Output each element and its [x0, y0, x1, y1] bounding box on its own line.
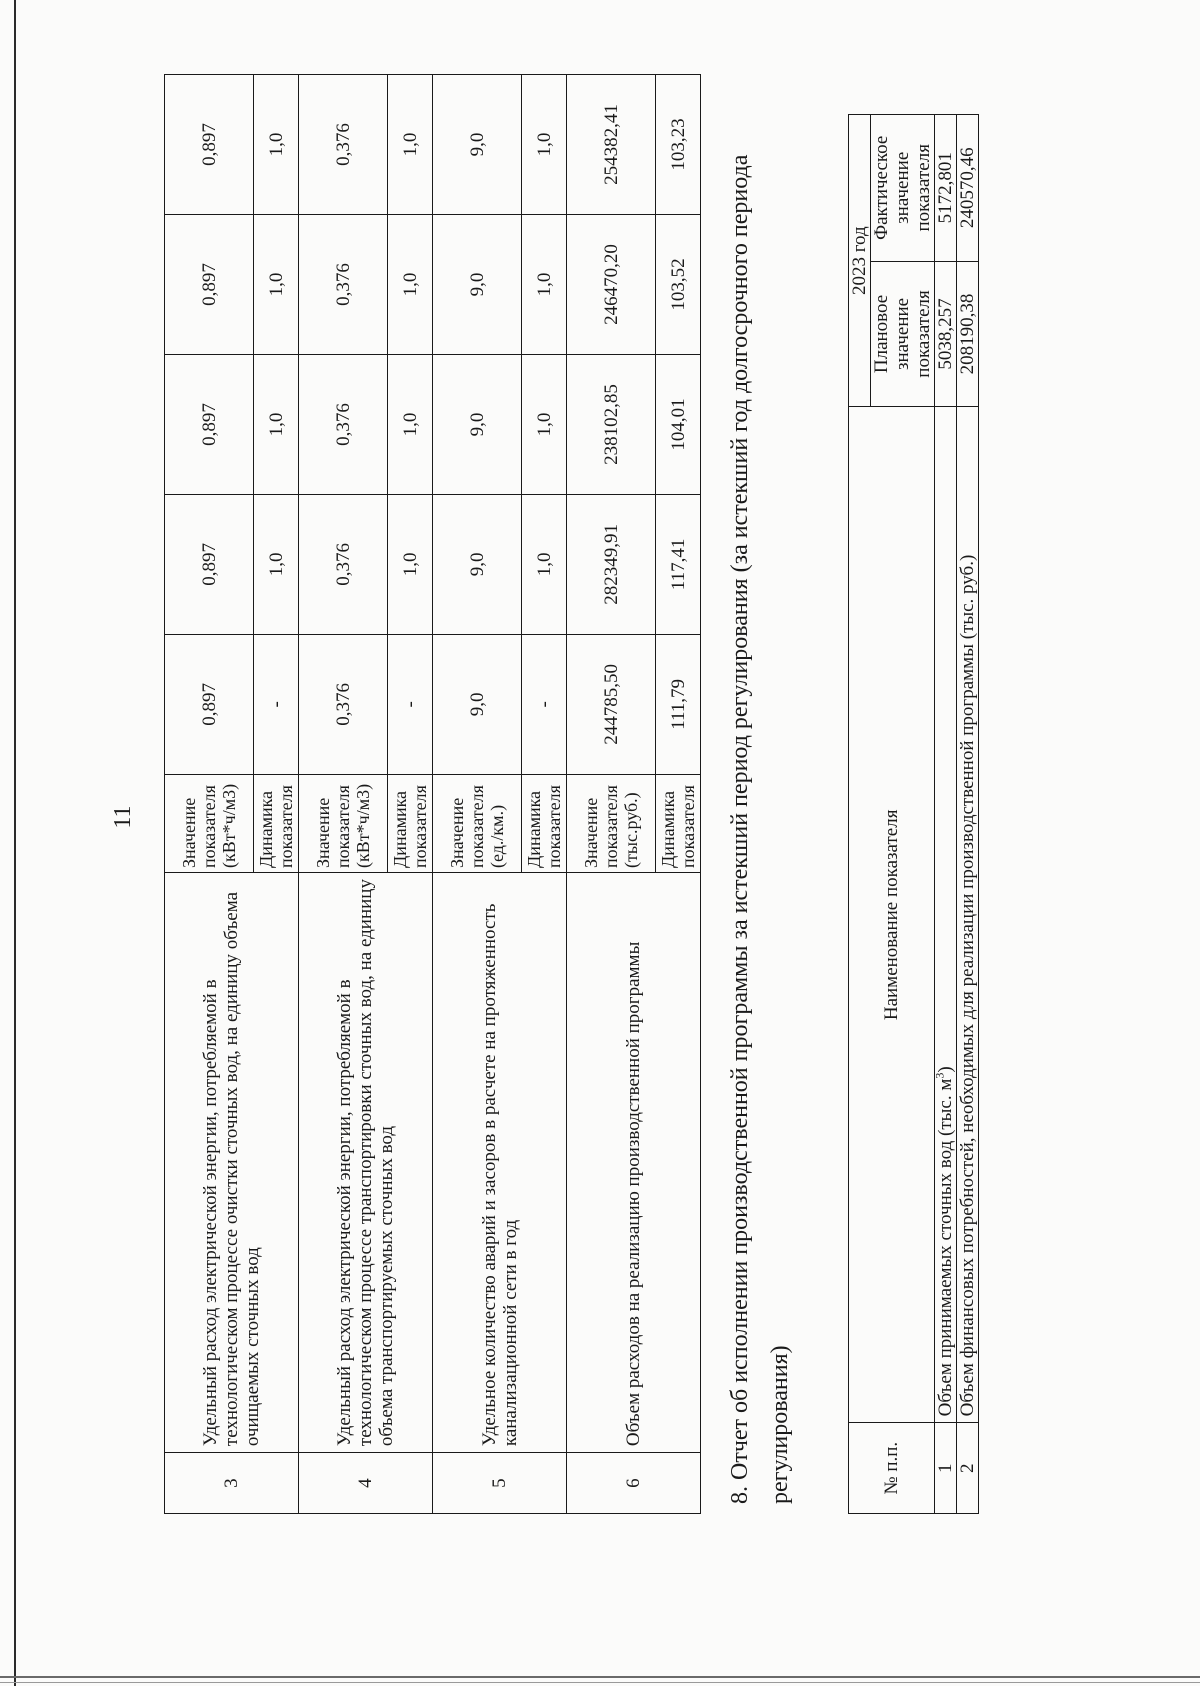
row-dynamics-value: 1,0 [522, 354, 567, 494]
row-num: 6 [567, 1453, 701, 1514]
row-value: 246470,20 [567, 215, 656, 355]
row-value: 9,0 [433, 75, 522, 215]
row-dynamics-value: 111,79 [656, 634, 701, 774]
row-dynamics-value: 1,0 [388, 215, 433, 355]
row-num: 1 [935, 1423, 957, 1514]
row-name-tail: ) [935, 1066, 956, 1073]
row-value: 0,897 [165, 494, 254, 634]
row-name: Удельный расход электрической энергии, потребляемой в технологическом процессе транспортировки сточных вод, на единицу объема транспортируемых сточных вод [299, 872, 433, 1452]
row-dynamics-value: - [388, 634, 433, 774]
row-dynamics-value: 1,0 [254, 494, 299, 634]
table-row [299, 75, 388, 1514]
page-number: 11 [110, 805, 136, 829]
row-value: 238102,85 [567, 354, 656, 494]
row-dynamics-value: 1,0 [254, 354, 299, 494]
row-dynamics-value: - [522, 634, 567, 774]
row-num: 4 [299, 1453, 433, 1514]
table-row [935, 115, 957, 1514]
row-dynamics-value: 103,23 [656, 75, 701, 215]
row-name: Объем финансовых потребностей, необходимых для реализации производственной программы (тыс. руб.) [957, 407, 979, 1423]
row-name: Объем расходов на реализацию производственной программы [567, 872, 701, 1452]
row-value: 0,376 [299, 75, 388, 215]
row-dynamics-value: 1,0 [254, 75, 299, 215]
row-dynamics-label: Динамика показателя [254, 774, 299, 872]
report-table [848, 114, 979, 1514]
row-value-label: Значение показателя (кВт*ч/м3) [165, 774, 254, 872]
column-header-fact: Фактическое значение показателя [871, 115, 935, 262]
column-header-name: Наименование показателя [849, 407, 935, 1423]
table-header-row [849, 115, 871, 1514]
row-value: 0,897 [165, 354, 254, 494]
row-dynamics-value: - [254, 634, 299, 774]
row-dynamics-value: 1,0 [388, 75, 433, 215]
row-dynamics-value: 1,0 [388, 354, 433, 494]
row-value: 0,376 [299, 634, 388, 774]
row-fact-value: 5172,801 [935, 115, 957, 262]
row-dynamics-value: 1,0 [522, 215, 567, 355]
table-row [165, 75, 254, 1514]
row-dynamics-value: 1,0 [522, 494, 567, 634]
row-value: 244785,50 [567, 634, 656, 774]
row-name: Удельный расход электрической энергии, потребляемой в технологическом процессе очистки сточных вод, на единицу объема очищаемых сточных вод [165, 872, 299, 1452]
row-num: 5 [433, 1453, 567, 1514]
column-header-year: 2023 год [849, 115, 871, 407]
row-num: 3 [165, 1453, 299, 1514]
column-header-plan: Плановое значение показателя [871, 261, 935, 407]
row-value-label: Значение показателя (ед./км.) [433, 774, 522, 872]
row-dynamics-label: Динамика показателя [522, 774, 567, 872]
indicators-table [164, 74, 701, 1514]
row-value: 254382,41 [567, 75, 656, 215]
row-fact-value: 240570,46 [957, 115, 979, 262]
row-dynamics-value: 1,0 [522, 75, 567, 215]
row-value: 9,0 [433, 354, 522, 494]
row-value: 0,376 [299, 354, 388, 494]
row-value: 0,897 [165, 215, 254, 355]
row-name-superscript: 3 [932, 1072, 947, 1079]
row-value: 9,0 [433, 634, 522, 774]
row-value: 0,897 [165, 75, 254, 215]
row-value-label: Значение показателя (кВт*ч/м3) [299, 774, 388, 872]
row-dynamics-label: Динамика показателя [656, 774, 701, 872]
row-name: Удельное количество аварий и засоров в расчете на протяженность канализационной сети в год [433, 872, 567, 1452]
row-value: 282349,91 [567, 494, 656, 634]
row-dynamics-value: 103,52 [656, 215, 701, 355]
row-plan-value: 5038,257 [935, 261, 957, 407]
row-name-text: Объем принимаемых сточных вод (тыс. м [935, 1078, 956, 1417]
section-heading: 8. Отчет об исполнении производственной программы за истекший период регулирования (за истекший год долгосрочного периода регулирования) [727, 154, 793, 1504]
row-dynamics-value: 117,41 [656, 494, 701, 634]
table-row [433, 75, 522, 1514]
row-dynamics-value: 104,01 [656, 354, 701, 494]
row-plan-value: 208190,38 [957, 261, 979, 407]
column-header-num: № п.п. [849, 1423, 935, 1514]
row-value: 0,897 [165, 634, 254, 774]
row-dynamics-label: Динамика показателя [388, 774, 433, 872]
table-row [957, 115, 979, 1514]
row-name [932, 407, 957, 1423]
row-value-label: Значение показателя (тыс.руб.) [567, 774, 656, 872]
row-dynamics-value: 1,0 [388, 494, 433, 634]
row-value: 0,376 [299, 215, 388, 355]
row-num: 2 [957, 1423, 979, 1514]
table-row [567, 75, 656, 1514]
row-value: 0,376 [299, 494, 388, 634]
row-value: 9,0 [433, 494, 522, 634]
row-dynamics-value: 1,0 [254, 215, 299, 355]
row-value: 9,0 [433, 215, 522, 355]
